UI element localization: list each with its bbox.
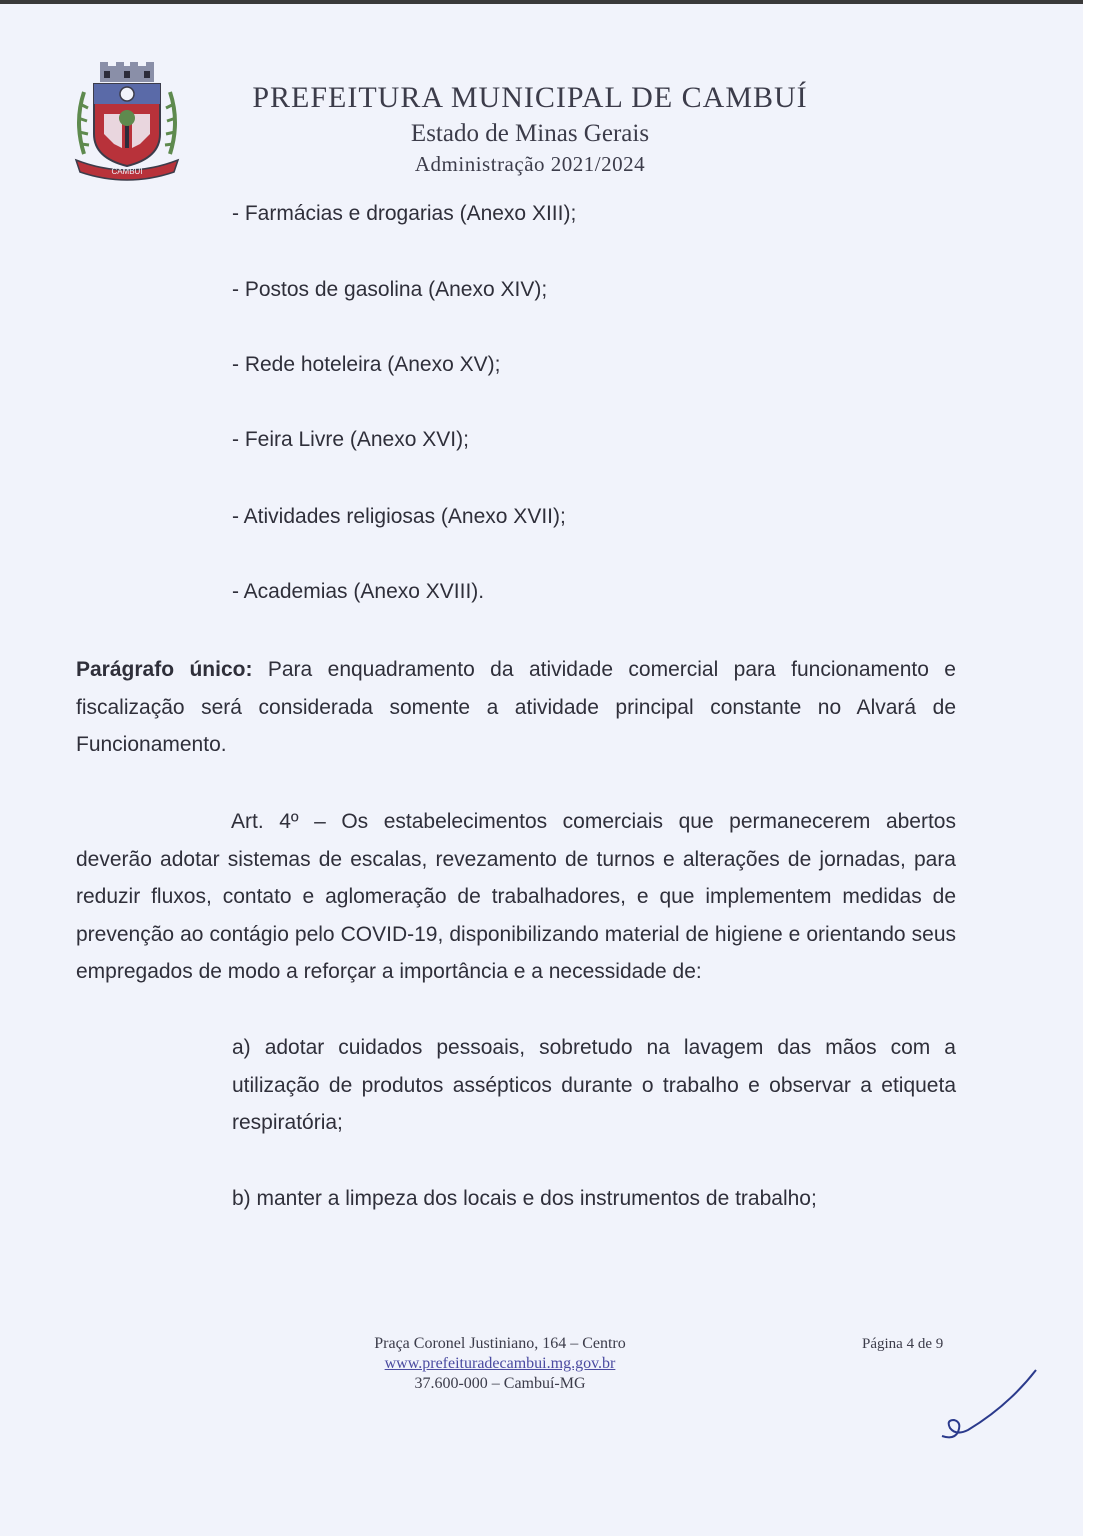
letterhead <box>190 80 870 178</box>
letterhead-state: Estado de Minas Gerais <box>410 120 650 147</box>
list-item: - Academias (Anexo XVIII). <box>232 580 485 603</box>
paragrafo-unico-text: Para enquadramento da atividade comercial para funcionamento e fiscalização será considerada somente a atividade principal constante no Alvará de Funcionamento. <box>76 658 956 756</box>
scan-margin-right <box>1083 0 1117 1536</box>
footer <box>300 1334 700 1394</box>
letterhead-administration: Administração 2021/2024 <box>414 152 646 176</box>
article-4 <box>76 803 956 991</box>
paragrafo-unico <box>76 651 956 764</box>
page-number: Página 4 de 9 <box>862 1336 944 1352</box>
paragrafo-unico-label: Parágrafo único: <box>76 658 253 681</box>
signature-initials-icon <box>928 1366 1043 1446</box>
letterhead-title: PREFEITURA MUNICIPAL DE CAMBUÍ <box>252 81 808 114</box>
list-item: - Farmácias e drogarias (Anexo XIII); <box>232 202 577 225</box>
list-item: - Atividades religiosas (Anexo XVII); <box>232 505 566 528</box>
article-4-text: Art. 4º – Os estabelecimentos comerciais que permanecerem abertos deverão adotar sistemas de escalas, revezamento de turnos e alterações de jornadas, para reduzir fluxos, contato e aglomeração de trabalhadores, e que implementem medidas de prevenção ao contágio pelo COVID-19, disponibilizando material de higiene e orientando seus empregados de modo a reforçar a importância e a necessidade de: <box>76 810 956 983</box>
sub-item-b: b) manter a limpeza dos locais e dos instrumentos de trabalho; <box>232 1187 817 1210</box>
footer-address: Praça Coronel Justiniano, 164 – Centro <box>374 1335 626 1352</box>
list-item: - Feira Livre (Anexo XVI); <box>232 428 469 451</box>
footer-cep: 37.600-000 – Cambuí-MG <box>414 1375 586 1392</box>
svg-text:CAMBUÍ: CAMBUÍ <box>111 167 143 176</box>
coat-of-arms-icon <box>70 62 184 182</box>
scan-edge-top <box>0 0 1117 4</box>
list-item: - Postos de gasolina (Anexo XIV); <box>232 278 548 301</box>
footer-website-link[interactable]: www.prefeituradecambui.mg.gov.br <box>384 1355 616 1372</box>
sub-item-a: a) adotar cuidados pessoais, sobretudo na lavagem das mãos com a utilização de produtos assépticos durante o trabalho e observar a etiqueta respiratória; <box>232 1036 956 1134</box>
list-item: - Rede hoteleira (Anexo XV); <box>232 353 501 376</box>
